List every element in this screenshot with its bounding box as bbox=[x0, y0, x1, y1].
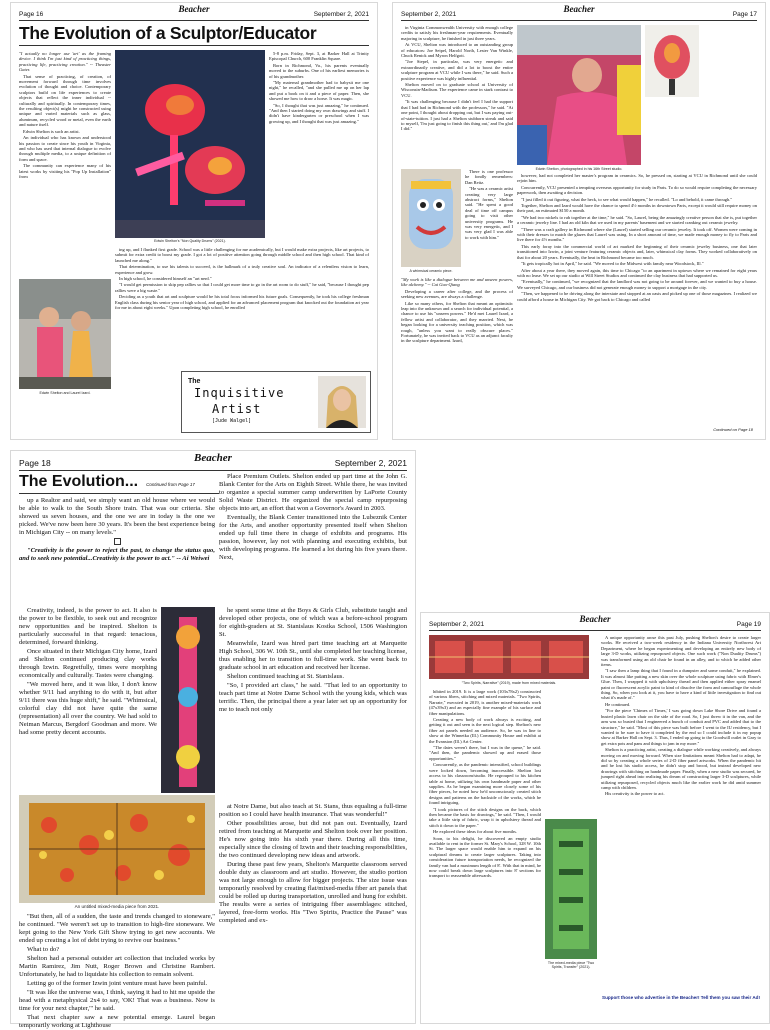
paragraph: however, had not completed her master's program in ceramics. So, he pressed on, starting at VCU in Richmond until she could rejoin him. bbox=[517, 173, 757, 184]
paragraph: Creativity, indeed, is the power to act. It also is the power to be flexible, to seek out and recognize new opportunities and be inspired. Shelton is particularly successful in that regard: tenacious, determined, forward thinking. bbox=[19, 607, 157, 646]
paragraph: Deciding as a youth that art and sculpture would be his total focus informed his future goals. Consequently, he took his college freshman English class during his senior year of high school, and applied for an advanced placement program that knocked out the foundation art year for me in about eight weeks." Upon completing high school, he enrolled bbox=[115, 294, 369, 311]
paragraph: Letting go of the former Izwin joint venture must have been painful. bbox=[27, 980, 208, 987]
masthead-logo: Beacher bbox=[178, 4, 210, 14]
paragraph: Soon, to his delight, he discovered an empty studio available to rent in the former St. Mary's School, 328 W. 10th St. The larger space would enable him to expand on his sculptural dreams to create larger sculptures. Taking into consideration future transportation needs, he recognized the family van had a maximum length of 8'. With that in mind, he now could break down large sculptures into 8' sections for transport to reassemble afterwards. bbox=[429, 835, 541, 879]
paragraph: "For the piece 'Chimes of Times,' I was going down Lake Shore Drive and found a busted plastic lawn chair on the side of the road. So, I just threw it in the van, and the arm was so busted that I engineered a bunch of conduit and PVC and added that to the structure," he said. "Most of this piece was built before I went to the IU residency, but I wanted to be sure to have it completed by the end so I could include it in my popup show at Barker Hall on Sept. 3. Thus, I ended up going to the Goodwill outlet in Gary to get extra pots and pans and things to jam in my more." bbox=[601, 708, 761, 746]
article-column-1c bbox=[19, 913, 215, 1029]
paragraph: "I would get permission to skip pep rallies so that I could get more time to go in the art room to do stuff," he said, "because I thought pep rallies were a big waste." bbox=[115, 282, 369, 293]
article-column-2 bbox=[601, 635, 761, 991]
mixed-media-photo bbox=[19, 795, 215, 903]
page-header bbox=[401, 6, 757, 21]
vertical-sculpture-photo bbox=[161, 607, 215, 793]
mask-caption: A whimsical ceramic piece. bbox=[409, 269, 453, 273]
paragraph: "My maternal grandmother had to babysit me one night," he recalled, "and she pulled me up on her lap and put a book on it and a piece of paper. Then, she showed me how to draw a horse. It was magic. bbox=[269, 80, 369, 102]
article-title: The Evolution of a Sculptor/Educator bbox=[19, 23, 369, 46]
page-number: Page 16 bbox=[19, 11, 44, 18]
paragraph: 5-8 p.m. Friday, Sept. 3, at Barker Hall at Trinity Episcopal Church, 600 Franklin Square. bbox=[269, 51, 369, 62]
page-number: Page 19 bbox=[736, 621, 761, 628]
paragraph: During these past few years, Shelton's Marquette classroom served double duty as classroom and art studio. However, the studio portion was not large enough to allow for bigger projects. The size issue was temporarily resolved by creating flat/mixed-media fiber art panels that could be rolled up during transportation, unrolled and hung for exhibit. The results were a series of intriguing fiber assemblages: stitched, layered, free-form works. His "Two Spirits, Practice the Pause" was completed and ex- bbox=[219, 861, 407, 924]
paragraph: At VCU, Shelton was introduced to an outstanding group of educators: Joe Seipel, Harold North, Lester Van Winkle, Chuck Renick and Myron Helfgott. bbox=[401, 42, 513, 59]
paragraph: "So, I thought that was just amazing," he continued. "And then I started doing my own drawings and stuff. I didn't have kindergarten or preschool when I was growing up, and I thought that was just amazing." bbox=[269, 102, 369, 124]
article-column-2c bbox=[219, 803, 407, 1019]
article-column-3 bbox=[115, 247, 369, 367]
two-spirits-caption: "Two Spirits, Narrative" (2019), made from mixed materials. bbox=[461, 681, 557, 685]
page-16 bbox=[10, 2, 378, 440]
page-number: Page 17 bbox=[732, 11, 757, 18]
paragraph: Other possibilities arose, but did not pan out. Eventually, Izard retired from teaching at Marquette and Shelton took over her position. He's now going into his sixth year there. During all this time, especially since the closing of Izwin and their teaching responsibilities, the two continued developing new ideas and artwork. bbox=[219, 820, 407, 859]
paragraph: In high school, he considered himself an "art nerd." bbox=[119, 276, 212, 282]
paragraph: Developing a career after college, and the process of seeking new avenues, are always a challenge. bbox=[401, 288, 513, 300]
page-date: September 2, 2021 bbox=[334, 458, 407, 468]
paragraph: A unique opportunity arose this past July, pushing Shelton's desire to create larger works. He received a two-week residency in the Indiana University Northwest Art Department, where he began experimenting and developing an entirely new body of large 3-D works, utilizing repurposed objects. One such work ("Non Duality Drums") was transformed using an old chair he found in an alley, and to which he added other items. bbox=[601, 635, 761, 668]
column-author: [Jude Walgel] bbox=[212, 418, 252, 424]
two-spirits-transfer-caption: The mixed-media piece "Two Spirits, Transfer" (2021). bbox=[547, 961, 595, 969]
page-header bbox=[429, 616, 761, 631]
paragraph: hibited in 2019. It is a large work (103x78x2) constructed of various fibers, stitching and mixed materials. "Two Spirits, Narrate," executed in 2019, is another mixed-materials work (47x39x3) and an especially fine example of his surface and fiber manipulations. bbox=[429, 689, 541, 716]
article-column-1 bbox=[401, 25, 513, 165]
sculpture-detail-photo bbox=[645, 25, 699, 97]
article-title-row bbox=[19, 473, 219, 494]
page-date: September 2, 2021 bbox=[429, 621, 485, 628]
page-date: September 2, 2021 bbox=[313, 11, 369, 18]
paragraph: "Eventually," he continued, "we recognized that the landlord was not going to be around forever, and we wanted to buy a house. We surveyed Chicago, and our business did not generate enough money to support a mortgage in the city. bbox=[517, 279, 757, 290]
column-title-artist: Artist bbox=[212, 402, 262, 416]
paragraph: Creating a new body of work always is exciting, and getting it out and seen is the next logical step. Shelton's new fiber art panels needed an audience. So, he was in line to show at the Winnetka (Ill.) Community House and exhibit at the Evanston (Ill.) Art Center. bbox=[429, 717, 541, 744]
paragraph: He explored these ideas for about five months. bbox=[433, 829, 517, 835]
article-title: The Evolution... bbox=[19, 473, 139, 490]
paragraph: Born in Richmond, Va., his parents eventually moved to the suburbs. One of his earliest memories is of his grandmother. bbox=[269, 62, 369, 79]
paragraph: Concurrently, VCU presented a tempting overseas opportunity for study in Paris. To do so would require completing the necessary paperwork, then awaiting a decision. bbox=[517, 184, 757, 196]
paragraph: The community can experience many of his latest works by visiting his "Pop Up Installation" from bbox=[19, 163, 111, 179]
article-column-2 bbox=[517, 173, 757, 425]
article-column-2 bbox=[219, 473, 407, 603]
page-18 bbox=[10, 450, 416, 1029]
two-spirits-photo bbox=[429, 635, 589, 679]
continued-note: Continued on Page 18 bbox=[713, 427, 753, 432]
paragraph: in Virginia Commonwealth University with enough college credits to satisfy his freshman-year requirements. Eventually majoring in sculpture, he finished in just three years. bbox=[401, 25, 513, 41]
paragraph: Shelton is a practicing artist, creating a dialogue while working creatively, and always moving on and moving forward. When size limitations meant Shelton had to adapt, he did so by creating a whole series of 2-D fiber panel artworks. When the pandemic hit and he lost his studio access, he didn't stop and brood, but instead developed new drawings with stitching on handmade paper. Finally, when a new studio was secured, he jumped right ahead into realizing his dream of constructing larger 3-D sculptures, while utilizing repurposed, recycled objects much like the earlier work he did amid summer camp with children. bbox=[601, 747, 761, 790]
page-header bbox=[19, 454, 407, 471]
paragraph: This early foray into the commercial world of art marked the beginning of their ceramic jewelry business, one that later transitioned into Izwin, a joint venture featuring ceramic objects and, later, whimsical clay forms. They worked collaboratively on that for about 20 years. Eventually, the heat in Richmond became too much. bbox=[517, 243, 757, 260]
paragraph: Once situated in their Michigan City home, Izard and Shelton continued producing clay works through Izwin. Regretfully, times were morphing economically and culturally. Tastes were changing. bbox=[19, 648, 157, 679]
paragraph: ing up, and I flunked first grade. School was a little challenging for me academically, but I would make extra projects, like art projects, to submit for extra credit to boost my grade. I got a lot of positive attention going through middle school and then high school. That kind of launched me along." bbox=[115, 247, 369, 263]
paragraph: up a Realtor and said, we simply want an old house where we would be able to walk to the South Shore train. That was our criteria. She showed us seven houses, and the one we are in today is the one we picked. We've now been here 30 years. It's been the best experience being in Michigan City -- on many levels." bbox=[19, 497, 215, 536]
paragraph: His creativity is the power to act. bbox=[605, 791, 665, 797]
paragraph: That next chapter saw a new potential emerge. Laurel began temporarily working at Lighthouse bbox=[19, 1014, 215, 1029]
page-number: Page 18 bbox=[19, 458, 51, 468]
opening-quote: "I actually no longer use 'art' as the framing device. I think I'm just kind of practicing things, practicing life, practicing creation." -- Theaster Gates bbox=[19, 51, 111, 73]
paragraph: That determination, to use his talents to succeed, is the hallmark of a truly creative soul. An indicator of a relentless vision to learn, experience and grow. bbox=[115, 264, 369, 275]
section-break-icon bbox=[114, 538, 121, 545]
paragraph: Meanwhile, Izard was hired part time teaching art at Marquette High School, 306 W. 10th St., until she completed her teaching license, thus enabling her to transition to full-time work. She went back to graduate school in art education and received her license. bbox=[219, 640, 407, 671]
artist-photo bbox=[19, 279, 111, 389]
paragraph: Together, Shelton and Izard would have the chance to spend 4½ months in downtown Paris, except it would still require money on their part, an estimated $150 a month. bbox=[517, 203, 757, 214]
paragraph: "It was challenging because I didn't feel I had the support that I had had in Richmond with the professors," he said. "At one point, I thought about dropping out, but I was paying out-of-state-tuition. I just had a Shelton stubborn streak and said to myself, 'I'm just going to finish this thing out,' and I'm glad I did." bbox=[401, 99, 513, 132]
artist-photo-caption: Edwin Shelton and Laurel Izard. bbox=[39, 391, 91, 395]
inquisitive-artist-box bbox=[181, 371, 371, 433]
paragraph: Like so many others, for Shelton that meant an optimistic leap into the unknown and a search for individual potential, a chance to use his "unseen powers." He'd met Laurel Izard, a fellow artist and collaborator, and they married. Next, he began looking for a university teaching position, which was rough, "unless you want to really obscure places." Fortunately, he was invited back to VCU as an adjunct faculty in the sculpture department. Izard, bbox=[401, 300, 513, 344]
paragraph: After about a year there, they moved again, this time to Chicago "to an apartment in uptown where we remained for eight years with no lease. We set up our studio at Will Street Studios and continued the clay business that had supported us. bbox=[517, 267, 757, 278]
page-19 bbox=[420, 612, 770, 1024]
article-column-1 bbox=[19, 51, 111, 276]
paragraph: Shelton moved on to graduate school at University of Wisconsin-Madison. The experience came in stark contrast to VCU. bbox=[401, 82, 513, 98]
paragraph: There is one professor he fondly remembers: Dan Reitz. bbox=[465, 169, 513, 185]
paragraph: Edwin Shelton is such an artist. bbox=[23, 128, 80, 134]
paragraph: Place Premium Outlets. Shelton ended up part time at the John G. Blank Center for the Arts on Eighth Street. While there, he was invited to organize a special summer camp underwritten by LaPorte County Solid Waste District. He organized the special camp repurposing objects into art, an effort that won a Governor's Award in 2003. bbox=[219, 473, 407, 512]
article-column-2b bbox=[219, 607, 407, 803]
paragraph: An individual who has known and understood his passion to create since his youth in Virginia, and who has used that internal dialogue to evolve through multiple media, to a unique definition of form and space. bbox=[19, 135, 111, 162]
paragraph: he spent some time at the Boys & Girls Club, substitute taught and developed other projects, one of which was a before-school program for eighth-graders at St. Stanislaus Kostka School, 1506 Washington St. bbox=[219, 607, 407, 638]
masthead-logo: Beacher bbox=[563, 4, 595, 14]
masthead-logo: Beacher bbox=[579, 614, 611, 624]
two-spirits-transfer-photo bbox=[545, 819, 597, 959]
page-date: September 2, 2021 bbox=[401, 11, 457, 18]
paragraph: at Notre Dame, but also teach at St. Stans, thus equaling a full-time position so I could have health insurance. That was wonderful!" bbox=[219, 803, 407, 818]
paragraph: "The dates weren't there, but I was in the queue," he said. "And then, the pandemic showed up and erased those opportunities." bbox=[429, 745, 541, 761]
advertiser-support-note: Support those who advertise in the Beacher! Tell them you saw their Ad! bbox=[602, 995, 760, 1000]
pull-quote: "My work is like a dialogue between me and unseen powers, like alchemy." -- Cai Guo-Qiang bbox=[401, 277, 513, 288]
column-title-the: The bbox=[188, 378, 201, 385]
paragraph: Shelton had a personal outsider art collection that included works by Martin Ramirez, Jim Nutt, Roger Brown and Christine Rambert. Unfortunately, he had to liquidate his collection to remain solvent. bbox=[19, 955, 215, 978]
paragraph: "He was a ceramic artist creating very large abstract forms," Shelton said. "He spent a good deal of time off campus going to visit other university programs. He was very energetic, and I was very glad I was able to work with him." bbox=[465, 186, 513, 240]
article-column-2 bbox=[269, 51, 369, 249]
article-column-1b bbox=[19, 607, 157, 799]
mixed-media-caption: An untitled mixed-media piece from 2021. bbox=[74, 904, 160, 909]
sculpture-photo bbox=[115, 50, 265, 238]
paragraph: Shelton continued teaching at St. Stanislaus. bbox=[227, 673, 345, 680]
mask-photo bbox=[401, 169, 461, 267]
page-17 bbox=[392, 2, 766, 440]
paragraph: Eventually, the Blank Center transitioned into the Lubeznik Center for the Arts, and another opportunity presented itself when Shelton ended up full time there in charge of exhibits and programs. His passion, however, lay not with planning and executing exhibits, but with developing programs. He learned a lot during his five years there. Next, bbox=[219, 514, 407, 561]
paragraph: "I took pictures of the stitch designs on the back, which then became the basis for drawings," he said. "Then, I would take a little strip of fabric, wrap it in upholstery thread and stitch it down to the paper." bbox=[429, 806, 541, 828]
article-column-1 bbox=[429, 689, 541, 1009]
paragraph: "It gets tropically hot in April," he said. "We moved to the Midwest with family near Woodstock, Ill." bbox=[521, 261, 704, 267]
page-header bbox=[19, 6, 369, 21]
pull-quote: "Creativity is the power to reject the past, to change the status quo, and to seek new potential...Creativity is the power to act." -- Ai Weiwei bbox=[19, 547, 215, 563]
paragraph: "I saw then a lamp thing that I found in a dumpster and some conduit," he explained. It was almost like putting a new skin over the whole sculpture using fabric with Elmer's Glue. Then, I wrapped it with upholstery thread and then applied either spray enamel paint or fluorescent acrylic paint to kind of dissolve the form and camouflage the whole thing. So, when you look at it, you have to have a kind of little investigation to find out what it's made of." bbox=[601, 668, 761, 701]
paragraph: "There was a craft gallery in Richmond where she (Laurel) started selling our ceramic jewelry. It took off. Women were coming in with their dresses to match the glazes that Laurel was using. In a short amount of time, we made enough money to fly to Paris and live there for 4½ months." bbox=[517, 226, 757, 243]
section-break bbox=[19, 538, 215, 546]
paragraph: "We had two nickels to rub together at the time," he said. "So, Laurel, being the amazingly creative person that she is, put together a ceramic jewelry line. I had an old kiln that we used in my parents' basement and we started cranking out ceramic jewelry. bbox=[517, 214, 757, 226]
column-title-inquisitive: Inquisitive bbox=[194, 386, 285, 400]
paragraph: "I just filled it out figuring, what the heck, to see what would happen," he recalled. "Lo and behold, it came through." bbox=[521, 196, 733, 202]
author-headshot bbox=[318, 376, 366, 428]
article-column-1c bbox=[401, 277, 513, 417]
paragraph: "Joe Siepel, in particular, was very energetic and extraordinarily creative, and did a lot to boost the entire sculpture program at VCU while I was there," he said. Such a positive experience was highly influential. bbox=[401, 59, 513, 81]
paragraph: "But then, all of a sudden, the taste and trends changed to stoneware," he continued. "We weren't set up to transition to high-fire stoneware. We kept going to the New York Gift Show trying to get new accounts. We ended up creating a lot of debt trying to revive our business." bbox=[19, 913, 215, 944]
studio-photo bbox=[517, 25, 641, 165]
studio-photo-caption: Edwin Shelton, photographed in his 16th Street studio. bbox=[535, 167, 623, 171]
paragraph: "Then, we happened to be driving along the interstate and stopped at an oasis and picked up one of those magazines. I realized we could afford a house in Michigan City. We got back to Chicago and called bbox=[517, 291, 757, 302]
paragraph: "So, I provided art class," he said. "That led to an opportunity to teach part time at Notre Dame School with the young kids, which was terrific. Then, the principal there a year later set up an opportunity for me to teach not only bbox=[219, 682, 407, 713]
paragraph: "We moved here, and it was like, I don't know whether 9/11 had anything to do with it, but after 9/11 there was this huge shift," he said. "Whimsical, colorful clay did not have quite the same (representation) all over the country. We had sold to Neiman Marcus, Bergdorf Goodman and more. We had some pretty decent accounts. bbox=[19, 681, 157, 736]
paragraph: Concurrently, as the pandemic intensified, school buildings were locked down, becoming inaccessible. Shelton lost access to his classroom/studio. He regrouped to his kitchen table at home, utilizing his own handmade paper and other supplies. As he began examining more closely some of his fiber pieces, he noted how he'd unconsciously created stitch designs and patterns on the backside of the works, which he found intriguing. bbox=[429, 762, 541, 806]
sculpture-caption: Edwin Shelton's "Non Quality Drums" (2021). bbox=[154, 239, 226, 243]
paragraph: He continued. bbox=[605, 701, 631, 707]
paragraph: "It was like the universe was, I think, saying it had to hit me upside the head with a metaphysical 2x4 to say, 'OK! That was a business. Now is time for your next chapter,'" he said. bbox=[19, 989, 215, 1012]
masthead-logo: Beacher bbox=[194, 452, 232, 464]
article-column-1b bbox=[465, 169, 513, 269]
paragraph: That sense of practicing, of creation, of movement forward through time involves evolution of thought and choice. Contemporary sculptors build on life experiences to create objects that reflect the inner individual -- culturally and spiritually. In contemporary times, the resulting object(s) might be constructed using unique and varied materials such as glass, aluminum, recycled wood or metal, even the earth and nature itself. bbox=[19, 73, 111, 128]
article-column-1 bbox=[19, 497, 215, 605]
paragraph: What to do? bbox=[27, 946, 60, 953]
continued-from-note: Continued from Page 17 bbox=[146, 482, 195, 487]
